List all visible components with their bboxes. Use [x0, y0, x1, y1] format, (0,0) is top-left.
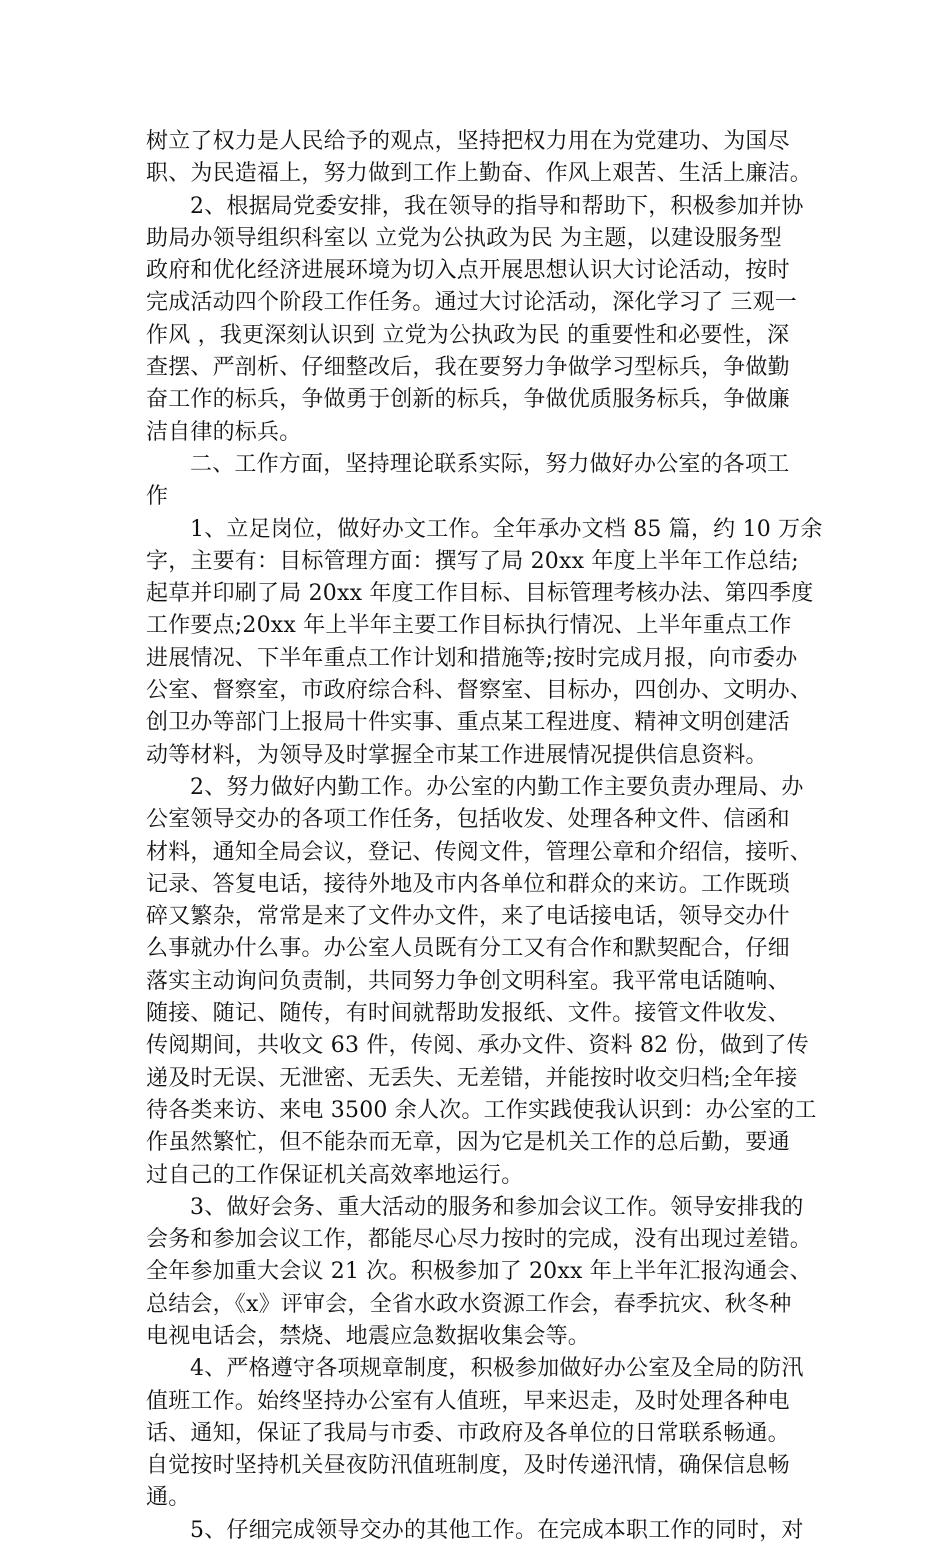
text-line: 过自己的工作保证机关高效率地运行。 [146, 1162, 524, 1188]
text-line: 奋工作的标兵，争做勇于创新的标兵，争做优质服务标兵，争做廉 [146, 387, 790, 413]
text-line: 3、做好会务、重大活动的服务和参加会议工作。领导安排我的 [190, 1194, 804, 1220]
text-line: 洁自律的标兵。 [146, 419, 302, 445]
text-line: 递及时无误、无泄密、无丢失、无差错，并能按时收交归档;全年接 [146, 1065, 798, 1091]
text-line: 树立了权力是人民给予的观点，坚持把权力用在为党建功、为国尽 [146, 129, 790, 154]
text-line: 值班工作。始终坚持办公室有人值班，早来迟走，及时处理各种电 [146, 1388, 790, 1414]
text-line: 助局办领导组织科室以 立党为公执政为民 为主题，以建设服务型 [146, 225, 782, 251]
text-line: 完成活动四个阶段工作任务。通过大讨论活动，深化学习了 三观一 [146, 290, 797, 316]
text-line: 4、严格遵守各项规章制度，积极参加做好办公室及全局的防汛 [190, 1356, 804, 1382]
text-line: 自觉按时坚持机关昼夜防汛值班制度，及时传递汛情，确保信息畅 [146, 1453, 790, 1479]
text-line: 5、仔细完成领导交办的其他工作。在完成本职工作的同时，对 [190, 1517, 804, 1543]
text-line: 传阅期间，共收文 63 件，传阅、承办文件、资料 82 份，做到了传 [146, 1033, 809, 1059]
text-line: 起草并印刷了局 20xx 年度工作目标、目标管理考核办法、第四季度 [146, 581, 814, 607]
text-line: 查摆、严剖析、仔细整改后，我在要努力争做学习型标兵，争做勤 [146, 355, 790, 381]
text-line: 会务和参加会议工作，都能尽心尽力按时的完成，没有出现过差错。 [146, 1227, 813, 1253]
text-line: 碎又繁杂，常常是来了文件办文件，来了电话接电话，领导交办什 [146, 904, 790, 930]
text-line: 全年参加重大会议 21 次。积极参加了 20xx 年上半年汇报沟通会、 [146, 1259, 812, 1285]
text-line: 政府和优化经济进展环境为切入点开展思想认识大讨论活动，按时 [146, 258, 790, 284]
text-line: 1、立足岗位，做好办文工作。全年承办文档 85 篇，约 10 万余 [190, 516, 823, 542]
text-line: 总结会，《x》评审会，全省水政水资源工作会，春季抗灾、秋冬种 [146, 1291, 792, 1317]
text-line: 二、工作方面，坚持理论联系实际，努力做好办公室的各项工 [190, 451, 790, 477]
text-line: 落实主动询问负责制，共同努力争创文明科室。我平常电话随响、 [146, 968, 790, 994]
text-line: 随接、随记、随传，有时间就帮助发报纸、文件。接管文件收发、 [146, 1001, 790, 1027]
text-line: 作 [146, 484, 169, 510]
document-body [146, 126, 823, 1547]
text-line: 字，主要有：目标管理方面：撰写了局 20xx 年度上半年工作总结; [146, 548, 799, 574]
text-line: 话、通知，保证了我局与市委、市政府及各单位的日常联系畅通。 [146, 1420, 790, 1446]
text-line: 待各类来访、来电 3500 余人次。工作实践使我认识到：办公室的工 [146, 1097, 817, 1123]
text-line: 通。 [146, 1485, 191, 1511]
text-line: 么事就办什么事。办公室人员既有分工又有合作和默契配合，仔细 [146, 936, 790, 962]
text-line: 工作要点;20xx 年上半年主要工作目标执行情况、上半年重点工作 [146, 613, 792, 639]
text-line: 2、根据局党委安排，我在领导的指导和帮助下，积极参加并协 [190, 193, 804, 219]
text-line: 进展情况、下半年重点工作计划和措施等;按时完成月报，向市委办 [146, 645, 798, 671]
text-line: 作虽然繁忙，但不能杂而无章，因为它是机关工作的总后勤，要通 [146, 1130, 790, 1156]
text-line: 记录、答复电话，接待外地及市内各单位和群众的来访。工作既琐 [146, 871, 790, 897]
text-line: 公室领导交办的各项工作任务，包括收发、处理各种文件、信函和 [146, 807, 790, 833]
text-line: 动等材料，为领导及时掌握全市某工作进展情况提供信息资料。 [146, 742, 768, 768]
text-line: 作风 ，我更深刻认识到 立党为公执政为民 的重要性和必要性，深 [146, 322, 790, 348]
text-line: 创卫办等部门上报局十件实事、重点某工程进度、精神文明创建活 [146, 710, 790, 736]
text-line: 2、努力做好内勤工作。办公室的内勤工作主要负责办理局、办 [190, 774, 804, 800]
text-line: 电视电话会，禁烧、地震应急数据收集会等。 [146, 1323, 591, 1349]
text-line: 材料，通知全局会议，登记、传阅文件，管理公章和介绍信，接听、 [146, 839, 813, 865]
text-line: 公室、督察室，市政府综合科、督察室、目标办，四创办、文明办、 [146, 678, 813, 704]
text-line: 职、为民造福上，努力做到工作上勤奋、作风上艰苦、生活上廉洁。 [146, 161, 813, 187]
